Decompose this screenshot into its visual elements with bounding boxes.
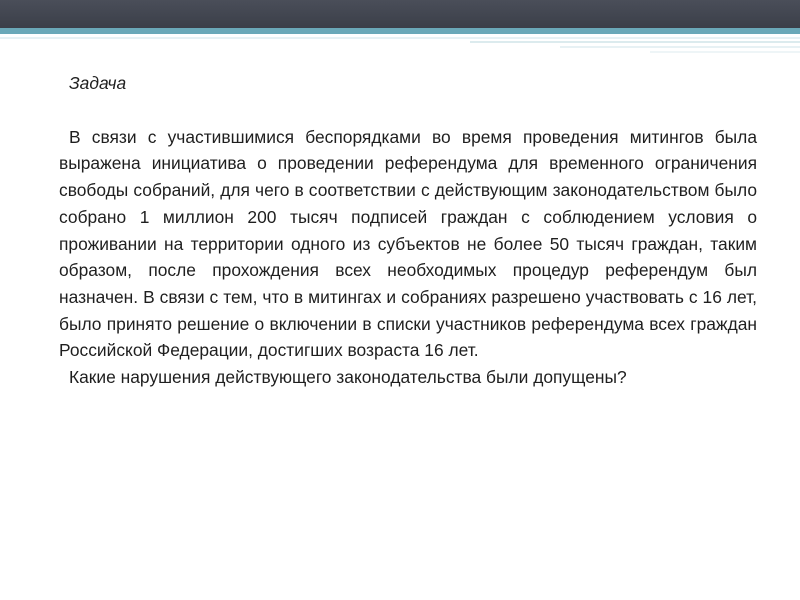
decorative-lines (0, 34, 800, 64)
slide-header-bar (0, 0, 800, 28)
slide-title: Задача (69, 73, 127, 93)
question-paragraph: Какие нарушения действующего законодательства были допущены? (69, 367, 627, 388)
slide-body (59, 70, 757, 391)
task-paragraph: В связи с участившимися беспорядками во время проведения митингов была выражена инициатива о проведении референдума для временного ограничения свободы собраний, для чего в соответствии с действующим законодательством было собрано 1 миллион 200 тысяч подписей граждан с соблюдением условия о проживании на территории одного из субъектов не более 50 тысяч граждан, таким образом, после прохождения всех необходимых процедур референдум был назначен. В связи с тем, что в митингах и собраниях разрешено участвовать с 16 лет, было принято решение о включении в списки участников референдума всех граждан Российской Федерации, достигших возраста 16 лет. (59, 126, 757, 361)
